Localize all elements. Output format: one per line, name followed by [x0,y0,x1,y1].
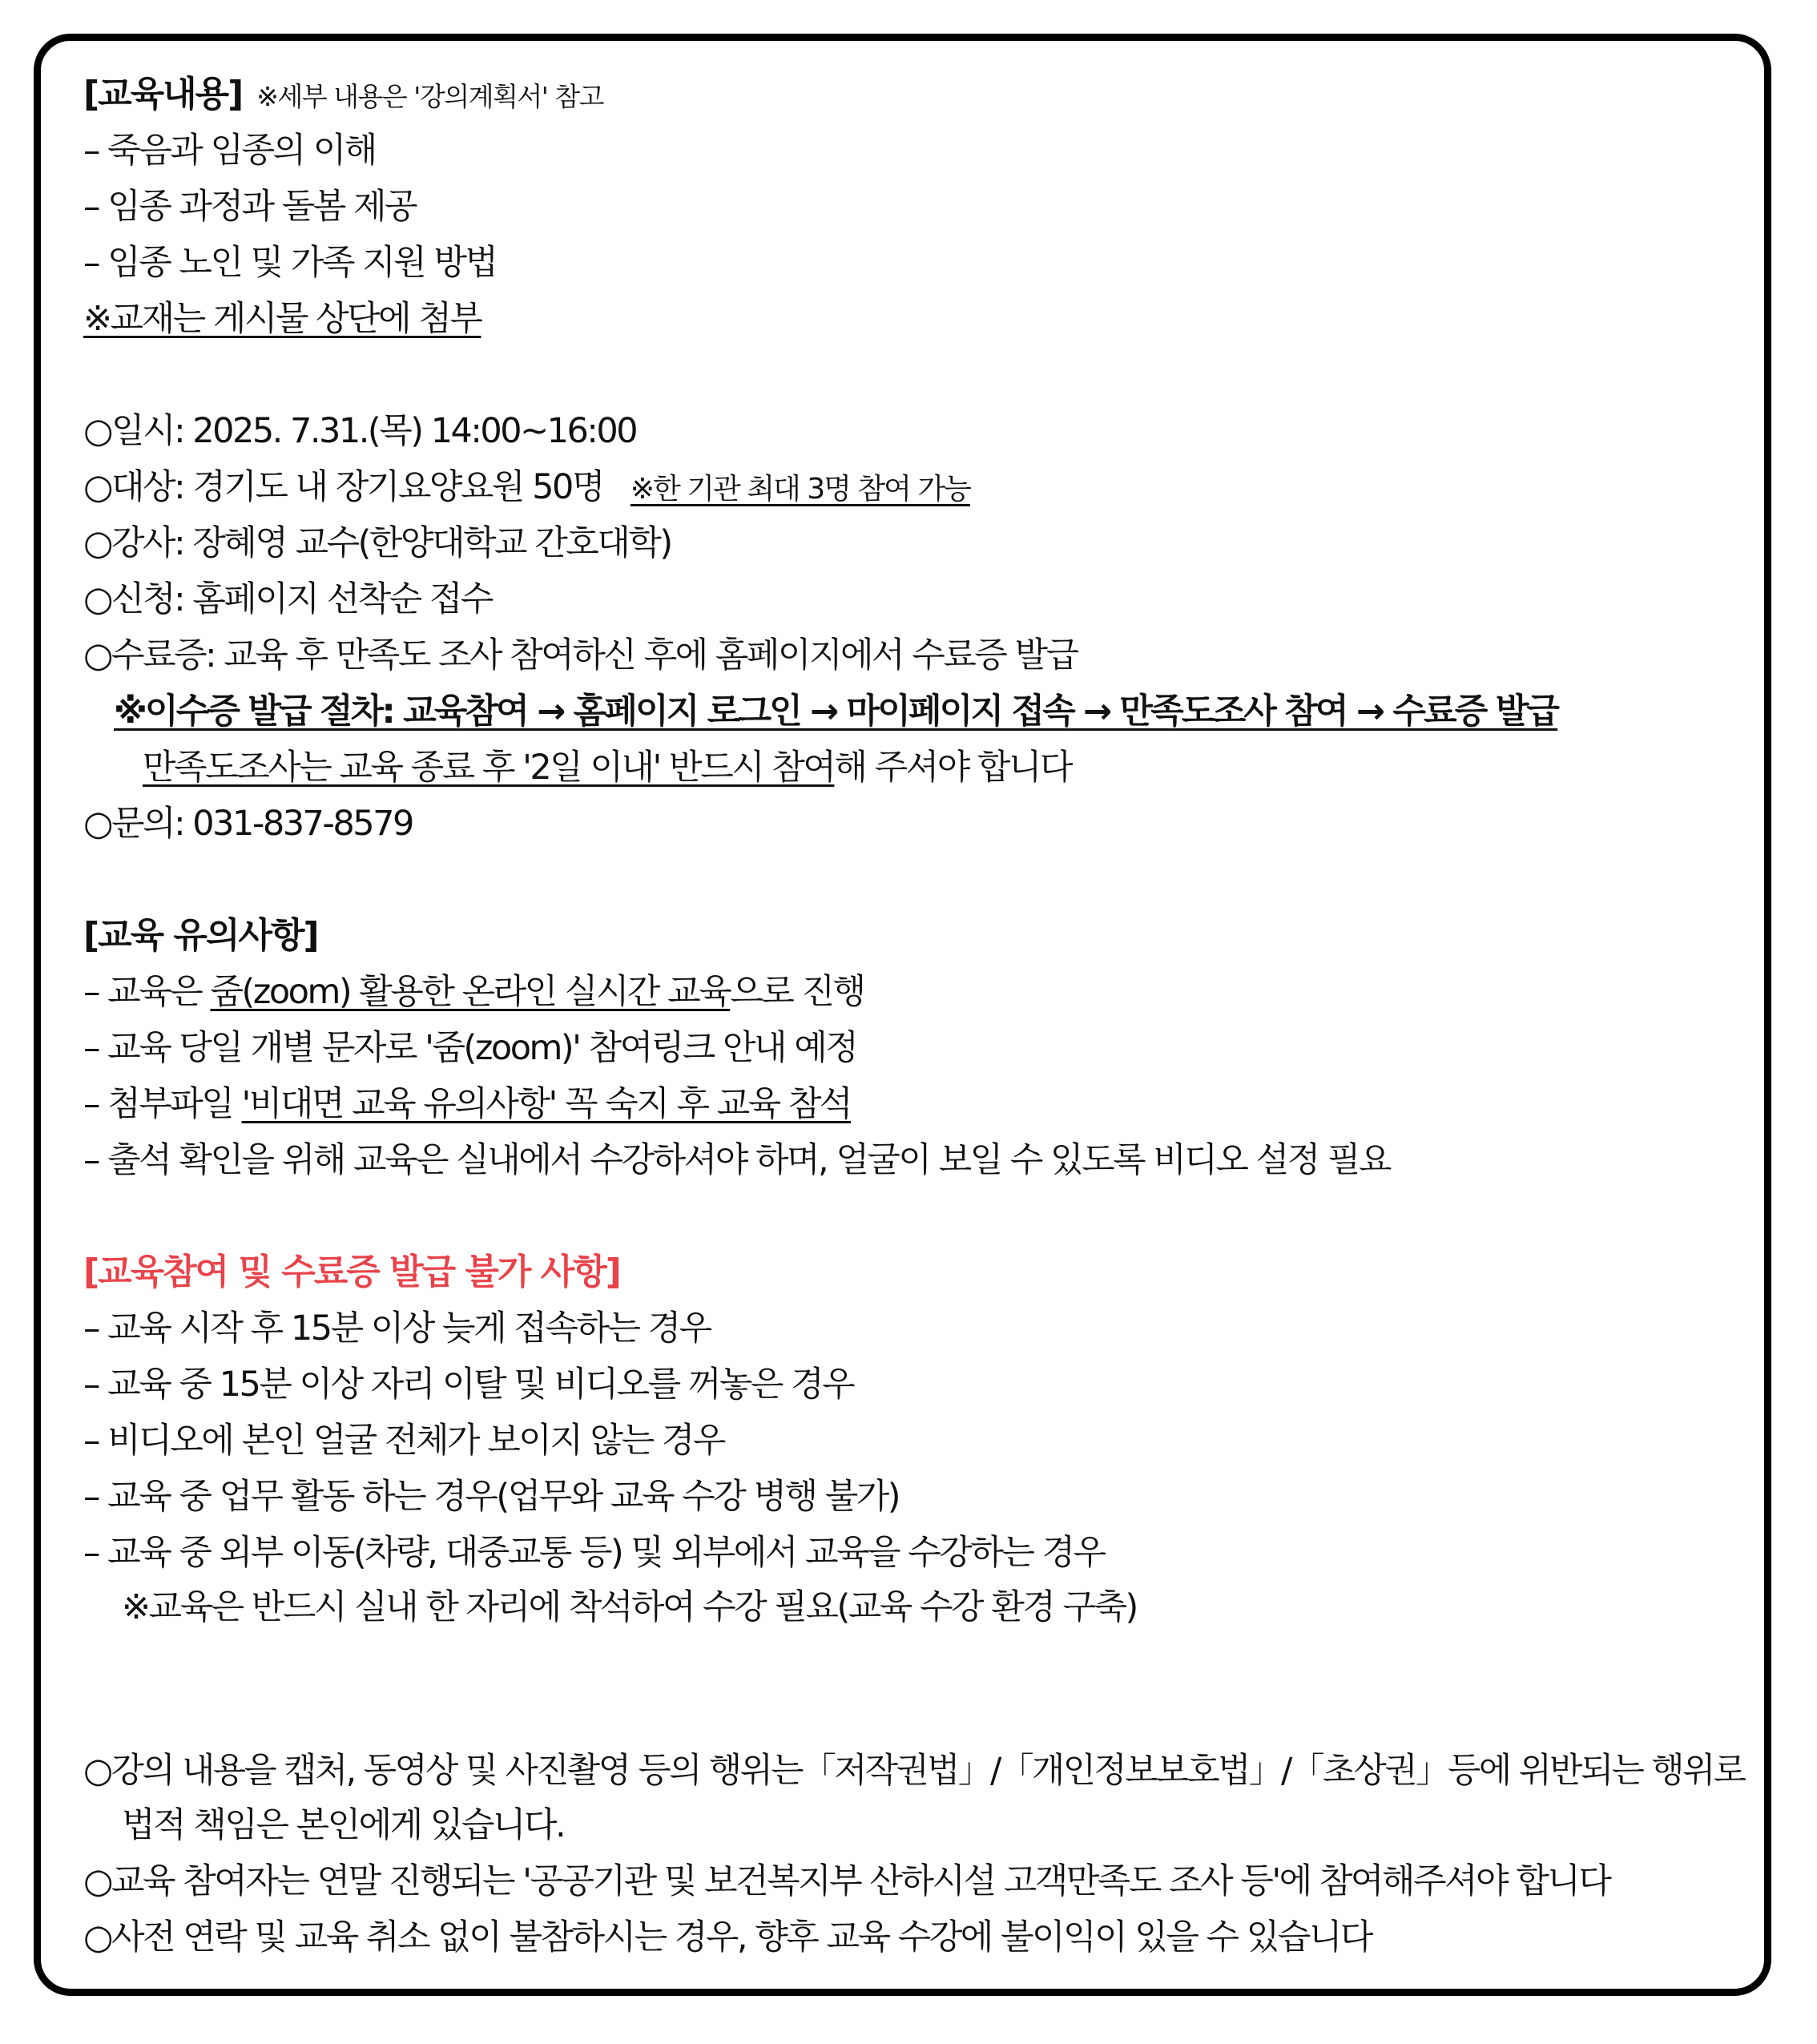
content-heading-line [83,72,603,119]
caution-item [83,970,864,1014]
restriction-item: – 교육 중 외부 이동(차량, 대중교통 등) 및 외부에서 교육을 수강하는 경우 [83,1533,1105,1573]
info-contact: ○문의: 031-837-8579 [83,804,413,844]
info-instructor: ○강사: 장혜영 교수(한양대학교 간호대학) [83,523,671,563]
info-certificate: ○수료증: 교육 후 만족도 조사 참여하신 후에 홈페이지에서 수료증 발급 [83,635,1078,675]
footer-absence: ○사전 연락 및 교육 취소 없이 불참하시는 경우, 향후 교육 수강에 불이익이 있을 수 있습니다 [83,1917,1372,1957]
cert-procedure: ※이수증 발급 절차: 교육참여 → 홈페이지 로그인 → 마이페이지 접속 → 만족도조사 참여 → 수료증 발급 [114,691,1558,732]
restrictions-heading: [교육참여 및 수료증 발급 불가 사항] [83,1252,620,1292]
restriction-note: ※교육은 반드시 실내 한 자리에 착석하여 수강 필요(교육 수강 환경 구축) [122,1587,1137,1627]
content-item: – 죽음과 임종의 이해 [83,131,376,171]
caution-item: – 출석 확인을 위해 교육은 실내에서 수강하셔야 하며, 얼굴이 보일 수 있도록 비디오 설정 필요 [83,1140,1390,1180]
survey-deadline: 만족도조사는 교육 종료 후 '2일 이내' 반드시 참여 [143,748,835,788]
restriction-item: – 교육 중 15분 이상 자리 이탈 및 비디오를 꺼놓은 경우 [83,1365,854,1405]
caution-text: – 첨부파일 [83,1084,242,1124]
textbook-note: ※교재는 게시물 상단에 첨부 [83,299,481,339]
caution-text: 으로 진행 [730,972,864,1012]
survey-rest: 해 주셔야 합니다 [834,748,1072,788]
cautions-heading: [교육 유의사항] [83,915,318,956]
cert-procedure-line [114,689,1557,734]
caution-text: – 교육은 [83,972,211,1012]
info-target-line [83,465,970,512]
caution-underlined: 줌(zoom) 활용한 온라인 실시간 교육 [210,972,731,1012]
restriction-item: – 교육 시작 후 15분 이상 늦게 접속하는 경우 [83,1308,711,1349]
info-target-note: ※한 기관 최대 3명 참여 가능 [630,473,970,506]
caution-item: – 교육 당일 개별 문자로 '줌(zoom)' 참여링크 안내 예정 [83,1028,857,1068]
survey-line [143,745,1071,790]
footer-survey: ○교육 참여자는 연말 진행되는 '공공기관 및 보건복지부 산하시설 고객만족도 조사 등'에 참여해주셔야 합니다 [83,1861,1610,1901]
content-note: ※세부 내용은 '강의계획서' 참고 [256,81,604,112]
info-target: ○대상: 경기도 내 장기요양요원 50명 [83,467,603,507]
content-item: – 임종 노인 및 가족 지원 방법 [83,243,497,283]
caution-item [83,1082,851,1127]
caution-underlined: '비대면 교육 유의사항' 꼭 숙지 후 교육 참석 [241,1084,851,1124]
restriction-item: – 비디오에 본인 얼굴 전체가 보이지 않는 경우 [83,1421,724,1461]
info-date: ○일시: 2025. 7.31.(목) 14:00~16:00 [83,411,637,451]
footer-copyright: ○강의 내용을 캡처, 동영상 및 사진촬영 등의 행위는「저작권법」/「개인정보보호법」/「초상권」등에 위반되는 행위로 [83,1751,1745,1791]
footer-copyright-cont: 법적 책임은 본인에게 있습니다. [122,1805,565,1845]
info-application: ○신청: 홈페이지 선착순 접수 [83,579,492,619]
content-heading: [교육내용] [83,74,243,115]
content-item: – 임종 과정과 돌봄 제공 [83,187,417,227]
restriction-item: – 교육 중 업무 활동 하는 경우(업무와 교육 수강 병행 불가) [83,1477,900,1517]
textbook-note-line [83,296,481,341]
